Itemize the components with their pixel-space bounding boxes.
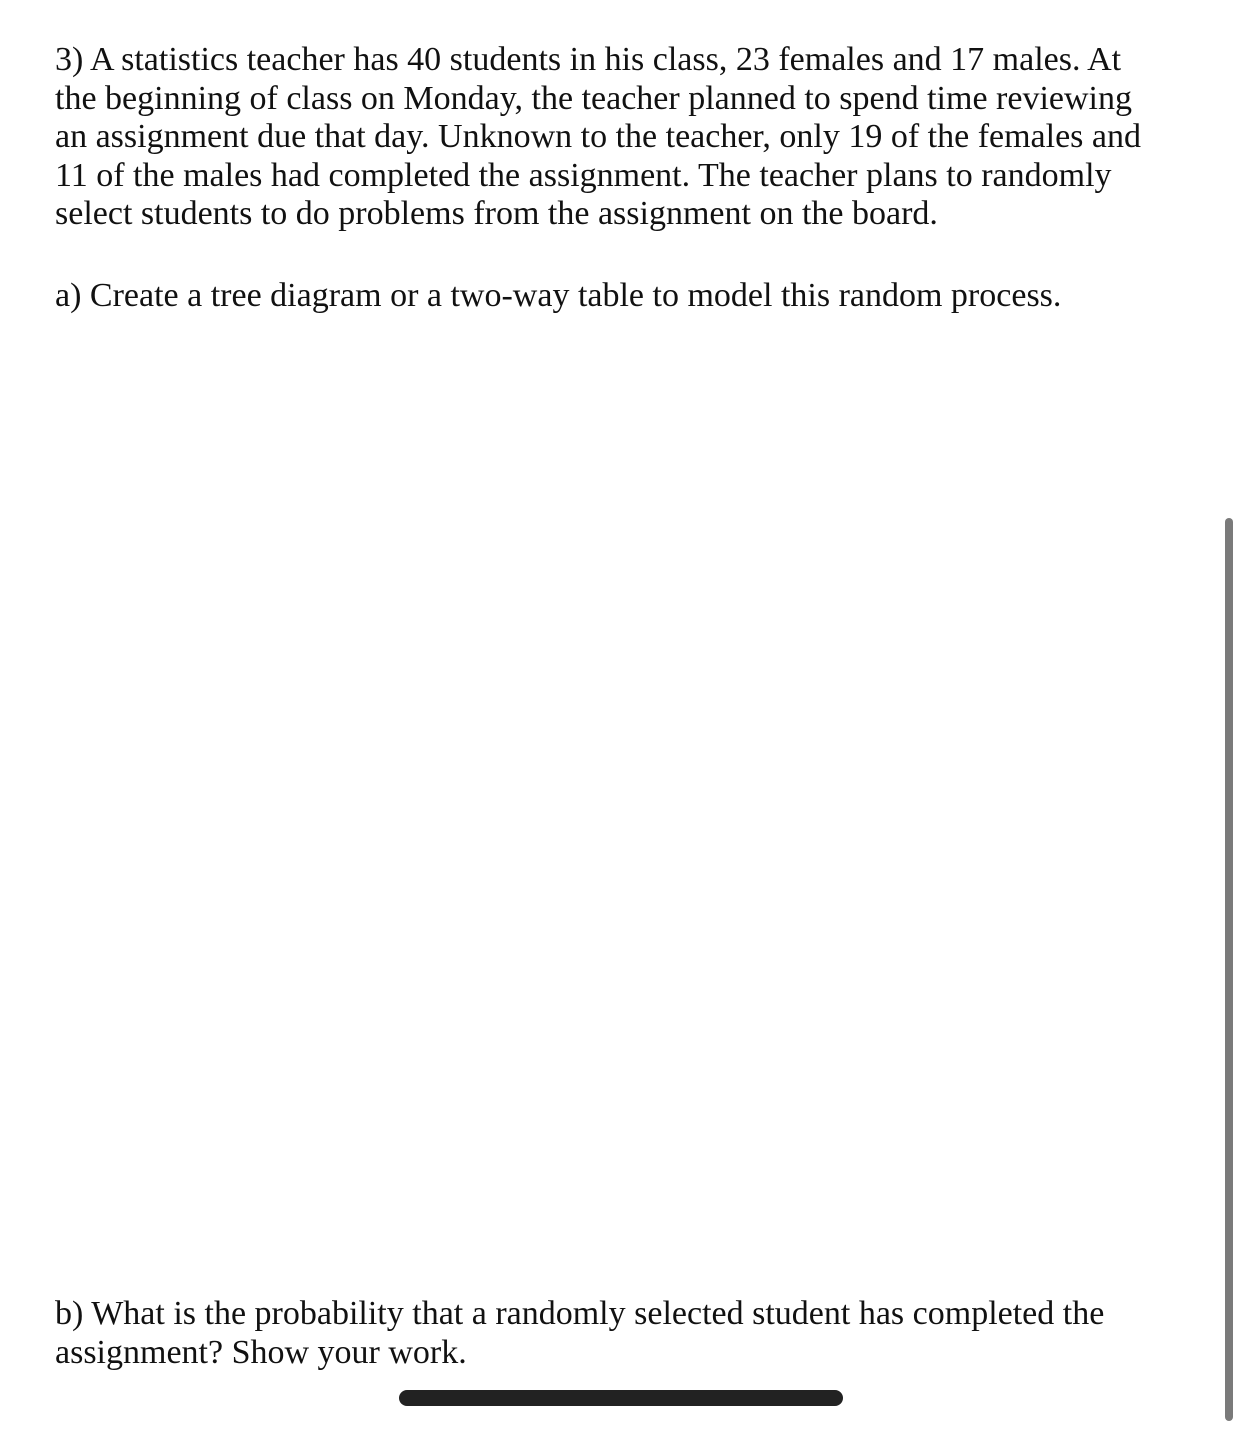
question-intro [55,41,1141,234]
part-b-line: assignment? Show your work. [55,1333,467,1371]
part-a-text: a) Create a tree diagram or a two-way table to model this random process. [55,277,1062,314]
part-b-prompt [55,1295,1104,1372]
intro-line: the beginning of class on Monday, the teacher planned to spend time reviewing [55,79,1132,117]
vertical-scrollbar[interactable] [1225,518,1233,1421]
intro-line: 11 of the males had completed the assignment. The teacher plans to randomly [55,156,1112,194]
home-indicator[interactable] [399,1390,843,1406]
intro-line: select students to do problems from the assignment on the board. [55,195,938,232]
answer-area-a[interactable] [55,330,1205,1270]
intro-line: an assignment due that day. Unknown to the teacher, only 19 of the females and [55,118,1142,155]
intro-line: 3) A statistics teacher has 40 students in his class, 23 females and 17 males. At [55,41,1122,78]
part-a-prompt [55,277,1061,316]
part-b-line: b) What is the probability that a randomly selected student has completed the [55,1295,1105,1332]
